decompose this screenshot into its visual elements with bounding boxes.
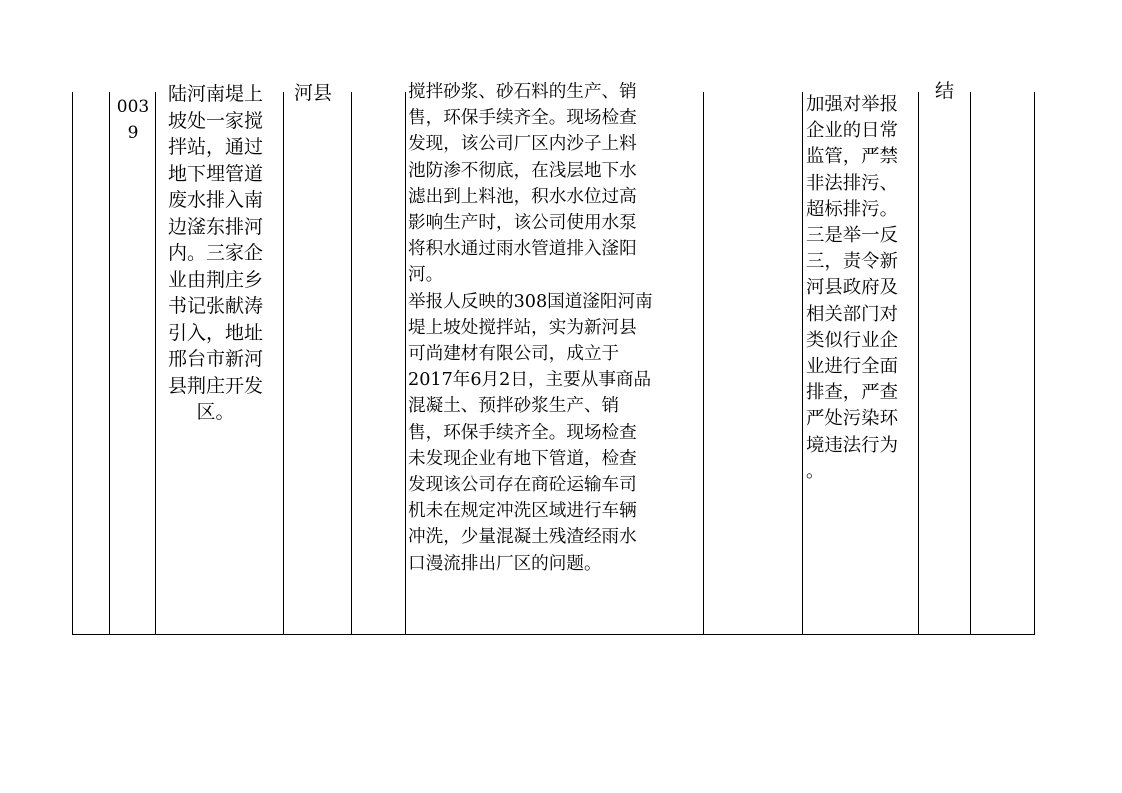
status-text: 结	[935, 80, 955, 102]
table-border-right	[1034, 92, 1035, 635]
serial-number: 0039	[116, 97, 150, 143]
district-cell	[286, 82, 350, 132]
column-divider	[351, 92, 352, 635]
table-bottom-border	[72, 634, 1035, 635]
column-divider	[918, 92, 919, 635]
measures-cell	[805, 92, 917, 632]
complaint-text: 陆河南堤上 坡处一家搅 拌站，通过 地下埋管道 废水排入南 边滏东排河 内。三家企 业由荆庄乡 书记张献涛 引入，地址 邢台市新河 县荆庄开发 区。	[168, 83, 264, 423]
table-border-left	[72, 92, 73, 635]
district-text: 河县	[294, 82, 333, 104]
serial-number-cell	[112, 92, 154, 152]
column-divider	[109, 92, 110, 635]
column-divider	[703, 92, 704, 635]
column-divider	[970, 92, 971, 635]
column-divider	[283, 92, 284, 635]
status-cell	[921, 80, 969, 122]
findings-cell	[408, 82, 702, 632]
column-divider	[802, 92, 803, 635]
complaint-cell	[160, 83, 282, 632]
findings-text: 搅拌砂浆、砂石料的生产、销 售，环保手续齐全。现场检查 发现，该公司厂区内沙子上料 池防渗不彻底，在浅层地下水 滤出到上料池，积水水位过高 影响生产时，该公司使用水泵 将积水通过雨水管道排入滏阳 河。 举报人反映的308国道滏阳河南 堤上坡处搅拌站，实为新河县 可尚建材有限公司，成立于 2017年6月2日，主要从事商品 混凝土、预拌砂浆生产、销 售，环保手续齐全。现场检查 未发现企业有地下管道，检查 发现该公司存在商砼运输车司 机未在规定冲洗区域进行车辆 冲洗，少量混凝土残渣经雨水 口漫流排出厂区的问题。	[408, 82, 653, 574]
column-divider	[405, 92, 406, 635]
measures-text: 加强对举报 企业的日常 监管，严禁 非法排污、 超标排污。 三是举一反 三，责令新 河县政府及 相关部门对 类似行业企 业进行全面 排查，严查 严处污染环 境违法行为 。	[806, 94, 898, 482]
column-divider	[155, 92, 156, 635]
